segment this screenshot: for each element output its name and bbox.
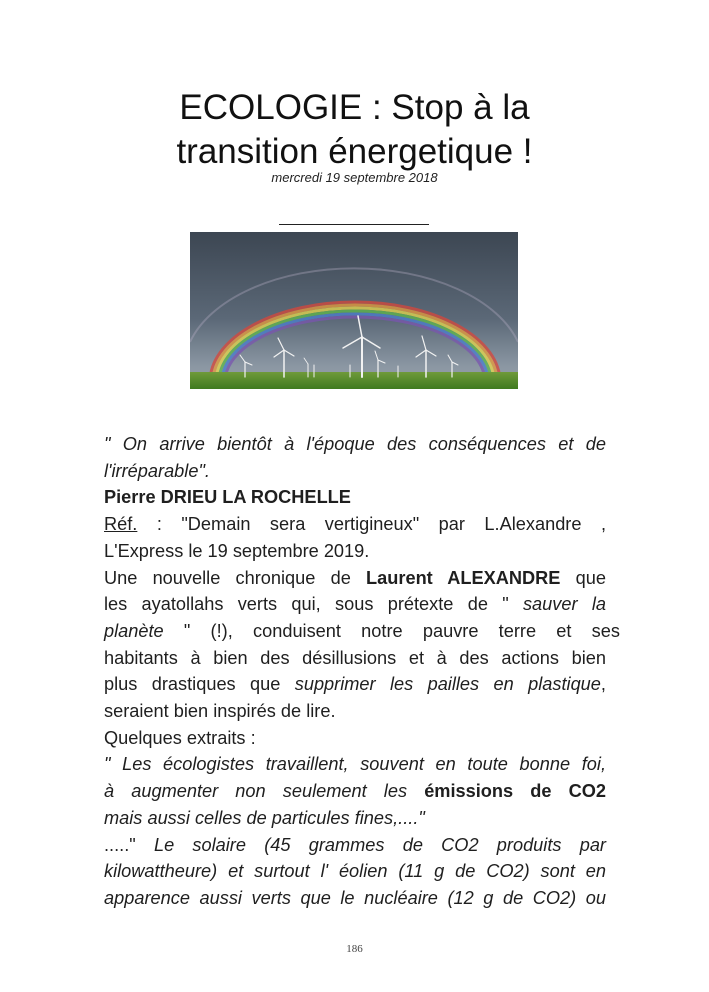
quote2-l2-bold: émissions de CO2 (424, 781, 607, 802)
title-line-1: ECOLOGIE : Stop à la (179, 88, 530, 127)
para1-line-6: seraient bien inspirés de lire. (104, 701, 336, 722)
extracts-label: Quelques extraits : (104, 727, 256, 748)
para1-line-3 (104, 618, 620, 645)
para1-l5-italic: supprimer les pailles en plastique (294, 674, 601, 695)
para1-l3-text: " (!), conduisent notre pauvre terre et ses (163, 620, 620, 641)
reference-line-1 (104, 511, 606, 538)
para1-l2-italic: sauver la (522, 594, 606, 615)
para1-line-1 (104, 565, 606, 592)
reference-text: : "Demain sera vertigineux" par L.Alexandre , (137, 514, 606, 535)
para1-line-2 (104, 591, 606, 618)
para1-l2-text: les ayatollahs verts qui, sous prétexte de " (104, 594, 523, 615)
quote-author: Pierre DRIEU LA ROCHELLE (104, 487, 351, 508)
reference-label: Réf. (104, 514, 138, 535)
quote2-line-2 (104, 778, 606, 805)
quote-line-2: l'irréparable". (104, 460, 210, 481)
para1-l5-end: , (600, 674, 606, 695)
para1-l5-text: plus drastiques que (104, 674, 295, 695)
title-line-2: transition énergetique ! (176, 132, 533, 171)
quote2-line-1: " Les écologistes travaillent, souvent en toute bonne foi, (104, 754, 606, 775)
article-body (104, 431, 620, 912)
quote3-line-1 (104, 832, 606, 859)
para1-line-4: habitants à bien des désillusions et à des actions bien (104, 647, 606, 668)
para1-l1-text: Une nouvelle chronique de (104, 567, 367, 588)
separator-line (279, 224, 429, 225)
quote-line-1: " On arrive bientôt à l'époque des conséquences et de (104, 434, 606, 454)
photo-illustration (190, 232, 518, 389)
quote3-line-2: kilowattheure) et surtout l' éolien (11 g de CO2) sont en (104, 861, 606, 882)
publication-date: mercredi 19 septembre 2018 (271, 170, 438, 185)
para1-l1-end: que (560, 567, 606, 588)
quote3-l1-italic: Le solaire (45 grammes de CO2 produits par (153, 834, 606, 855)
page-title (60, 86, 649, 174)
para1-l3-italic: planète (104, 620, 164, 641)
para1-line-5 (104, 671, 606, 698)
wind-turbines-rainbow-photo (190, 232, 518, 389)
reference-line-2: L'Express le 19 septembre 2019. (104, 540, 370, 561)
quote2-l2-text: à augmenter non seulement les (104, 781, 425, 802)
page-number: 186 (346, 943, 363, 955)
quote2-line-3: mais aussi celles de particules fines,...." (104, 807, 425, 828)
quote3-l1-text: ....." (104, 834, 154, 855)
quote3-line-3: apparence aussi verts que le nucléaire (12 g de CO2) ou (104, 887, 606, 908)
author-name-bold: Laurent ALEXANDRE (366, 567, 561, 588)
